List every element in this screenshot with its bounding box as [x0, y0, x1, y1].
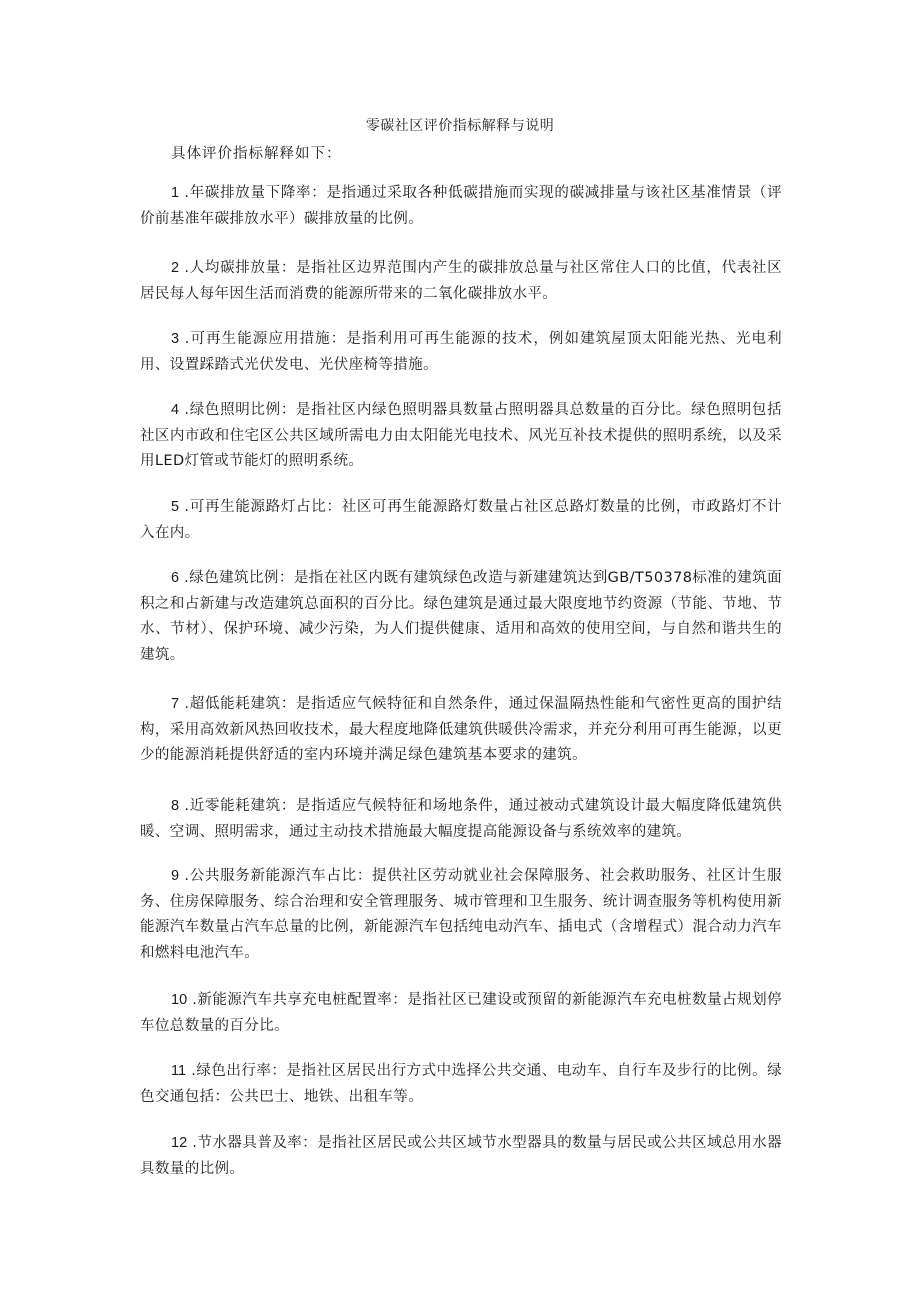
item-number: 2 — [171, 260, 180, 276]
indicator-item-3 — [140, 327, 782, 378]
item-number: 8 — [171, 798, 180, 814]
item-text: .绿色建筑比例：是指在社区内既有建筑绿色改造与新建建筑达到GB/T50378标准的建筑面积之和占新建与改造建筑总面积的百分比。绿色建筑是通过最大限度地节约资源（节能、节地、节水、节材）、保护环境、减少污染，为人们提供健康、适用和高效的使用空间，与自然和谐共生的建筑。 — [140, 570, 782, 663]
item-number: 7 — [171, 696, 180, 712]
document-title: 零碳社区评价指标解释与说明 — [365, 118, 555, 134]
item-text: .年碳排放量下降率：是指通过采取各种低碳措施而实现的碳减排量与该社区基准情景（评价前基准年碳排放水平）碳排放量的比例。 — [140, 185, 782, 227]
item-text: .新能源汽车共享充电桩配置率：是指社区已建设或预留的新能源汽车充电桩数量占规划停车位总数量的百分比。 — [140, 992, 782, 1034]
item-number: 10 — [171, 992, 188, 1008]
item-text: .近零能耗建筑：是指适应气候特征和场地条件，通过被动式建筑设计最大幅度降低建筑供暖、空调、照明需求，通过主动技术措施最大幅度提高能源设备与系统效率的建筑。 — [140, 798, 782, 840]
indicator-item-1 — [140, 181, 782, 232]
indicator-item-4 — [140, 398, 782, 475]
item-number: 4 — [171, 402, 180, 418]
item-text: .节水器具普及率：是指社区居民或公共区域节水型器具的数量与居民或公共区域总用水器具数量的比例。 — [140, 1135, 782, 1177]
intro-text: 具体评价指标解释如下： — [171, 146, 342, 162]
item-text: .可再生能源应用措施：是指利用可再生能源的技术，例如建筑屋顶太阳能光热、光电利用、设置踩踏式光伏发电、光伏座椅等措施。 — [140, 331, 782, 373]
indicator-item-12 — [140, 1131, 782, 1182]
item-text: .绿色照明比例：是指社区内绿色照明器具数量占照明器具总数量的百分比。绿色照明包括社区内市政和住宅区公共区域所需电力由太阳能光电技术、风光互补技术提供的照明系统，以及采用LED灯管或节能灯的照明系统。 — [140, 402, 782, 469]
item-text: .公共服务新能源汽车占比：提供社区劳动就业社会保障服务、社会救助服务、社区计生服务、住房保障服务、综合治理和安全管理服务、城市管理和卫生服务、统计调查服务等机构使用新能源汽车数量占汽车总量的比例，新能源汽车包括纯电动汽车、插电式（含增程式）混合动力汽车和燃料电池汽车。 — [140, 868, 782, 961]
item-text: .人均碳排放量：是指社区边界范围内产生的碳排放总量与社区常住人口的比值，代表社区居民每人每年因生活而消费的能源所带来的二氧化碳排放水平。 — [140, 260, 782, 302]
item-text: .超低能耗建筑：是指适应气候特征和自然条件，通过保温隔热性能和气密性更高的围护结构，采用高效新风热回收技术，最大程度地降低建筑供暖供冷需求，并充分利用可再生能源，以更少的能源消耗提供舒适的室内环境并满足绿色建筑基本要求的建筑。 — [140, 696, 782, 763]
item-number: 9 — [171, 868, 180, 884]
item-number: 6 — [171, 570, 180, 586]
item-text: .可再生能源路灯占比：社区可再生能源路灯数量占社区总路灯数量的比例，市政路灯不计入在内。 — [140, 499, 782, 541]
indicator-item-6 — [140, 566, 782, 668]
indicator-item-5 — [140, 495, 782, 546]
indicator-item-7 — [140, 692, 782, 769]
item-number: 5 — [171, 499, 180, 515]
item-number: 1 — [171, 185, 180, 201]
indicator-item-10 — [140, 988, 782, 1039]
item-number: 11 — [171, 1063, 187, 1079]
indicator-item-8 — [140, 794, 782, 845]
item-number: 12 — [171, 1135, 188, 1151]
item-text: .绿色出行率：是指社区居民出行方式中选择公共交通、电动车、自行车及步行的比例。绿色交通包括：公共巴士、地铁、出租车等。 — [140, 1063, 783, 1105]
indicator-item-9 — [140, 864, 782, 966]
item-number: 3 — [171, 331, 180, 347]
indicator-item-11 — [140, 1059, 782, 1110]
indicator-item-2 — [140, 256, 782, 307]
